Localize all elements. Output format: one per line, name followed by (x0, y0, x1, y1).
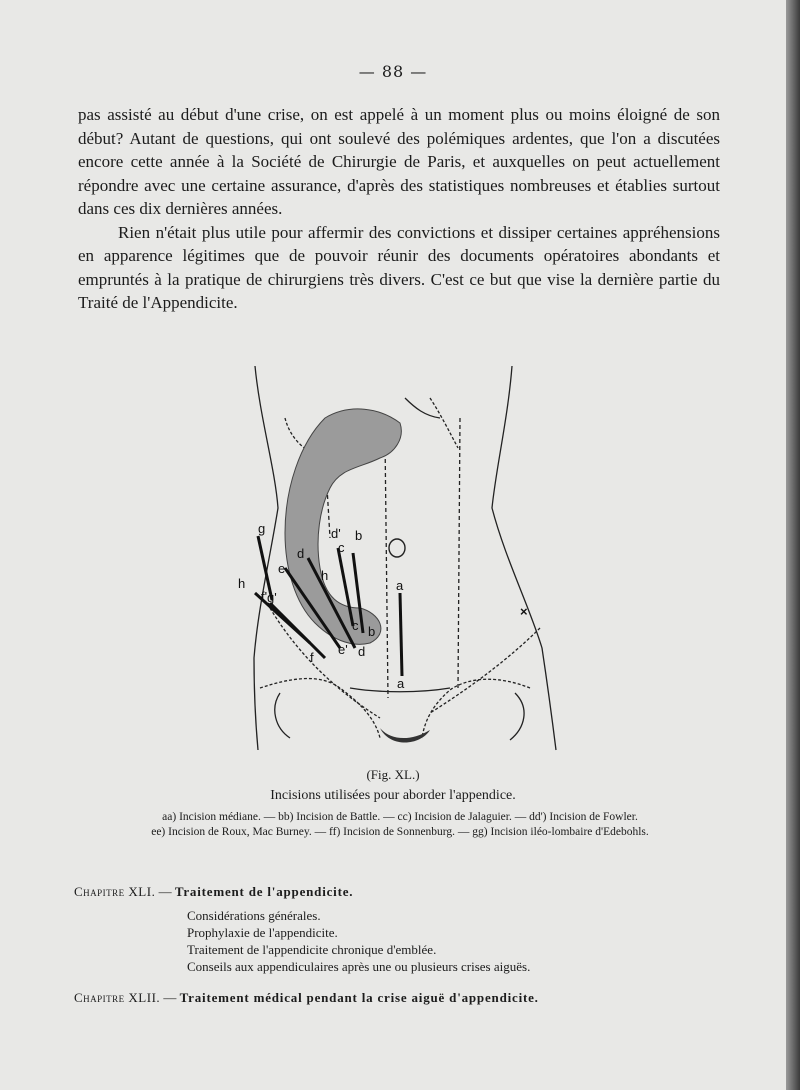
label-a-bottom: a (397, 676, 405, 691)
label-g-top: g (258, 521, 266, 536)
legend-line-2: ee) Incision de Roux, Mac Burney. — ff) Incision de Sonnenburg. — gg) Incision iléo-lombaire d'Edebohls. (151, 826, 649, 838)
toc-item: Traitement de l'appendicite chronique d'emblée. (187, 942, 437, 957)
toc-chapter-41: Chapitre XLI. — Traitement de l'appendicite. (74, 884, 354, 899)
figure-caption: Incisions utilisées pour aborder l'appendice. (270, 788, 516, 803)
paragraph-1: pas assisté au début d'une crise, on est appelé à un moment plus ou moins éloigné de son début? Autant de questions, qui ont soulevé des polémiques ardentes, que l'on a discutées encore cette année à la Société de Chirurgie de Paris, et auxquelles on peut actuellement répondre avec une certaine assurance, d'après des statistiques nombreuses et établies surtout dans ces dix dernières années. (78, 105, 720, 218)
incision-aa (400, 593, 402, 676)
label-d-prime: d' (331, 526, 341, 541)
label-f-bottom: f (310, 650, 314, 665)
page-number: — 88 — (358, 62, 428, 81)
chapter-42-title: Traitement médical pendant la crise aiguë d'appendicite. (179, 990, 539, 1005)
abdomen-incision-figure (230, 358, 570, 758)
label-h-left: h (238, 576, 246, 591)
label-x-mark: × (520, 604, 528, 619)
chapter-41-title: Traitement de l'appendicite. (174, 884, 354, 899)
chapter-41-label: Chapitre XLI. (74, 884, 156, 899)
navel (389, 539, 405, 557)
toc-item: Prophylaxie de l'appendicite. (187, 925, 338, 940)
label-d-bottom: d (358, 644, 366, 659)
right-rib-line (430, 398, 458, 448)
label-f-prime: f' (261, 589, 268, 604)
label-a-top: a (396, 578, 404, 593)
toc-chapter-41-items (187, 907, 530, 975)
label-e-prime: e' (338, 642, 348, 657)
figure-number: (Fig. XL.) (366, 767, 420, 782)
label-g-prime: g' (267, 590, 277, 605)
label-b-top: b (355, 528, 363, 543)
body-text (78, 103, 720, 315)
legend-line-1: aa) Incision médiane. — bb) Incision de Battle. — cc) Incision de Jalaguier. — dd') Incision de Fowler. (162, 811, 638, 823)
right-flank-outline (492, 366, 556, 750)
toc-item: Conseils aux appendiculaires après une ou plusieurs crises aiguës. (187, 959, 531, 974)
pelvis-outline (260, 679, 530, 738)
label-d-top: d (297, 546, 305, 561)
label-c-top: c (338, 540, 345, 555)
label-e-top: e (278, 561, 286, 576)
chapter-42-label: Chapitre XLII. (74, 990, 161, 1005)
figure-legend (80, 810, 720, 840)
toc-chapter-42: Chapitre XLII. — Traitement médical pendant la crise aiguë d'appendicite. (74, 990, 539, 1005)
pubic-area (380, 728, 430, 743)
colon-shading (285, 409, 401, 644)
label-c-bottom: c (352, 618, 359, 633)
label-b-bottom: b (368, 624, 376, 639)
toc-item: Considérations générales. (187, 908, 321, 923)
label-h-inner: h (321, 568, 329, 583)
page-edge-shadow (786, 0, 800, 1090)
paragraph-2: Rien n'était plus utile pour affermir des convictions et dissiper certaines appréhensions en apparence légitimes que de pouvoir réunir des documents opératoires abondants et empruntés à la pratique de chirurgiens très divers. C'est ce but que vise la dernière partie du Traité de l'Appendicite. (78, 222, 720, 312)
left-flank-outline (254, 366, 278, 750)
